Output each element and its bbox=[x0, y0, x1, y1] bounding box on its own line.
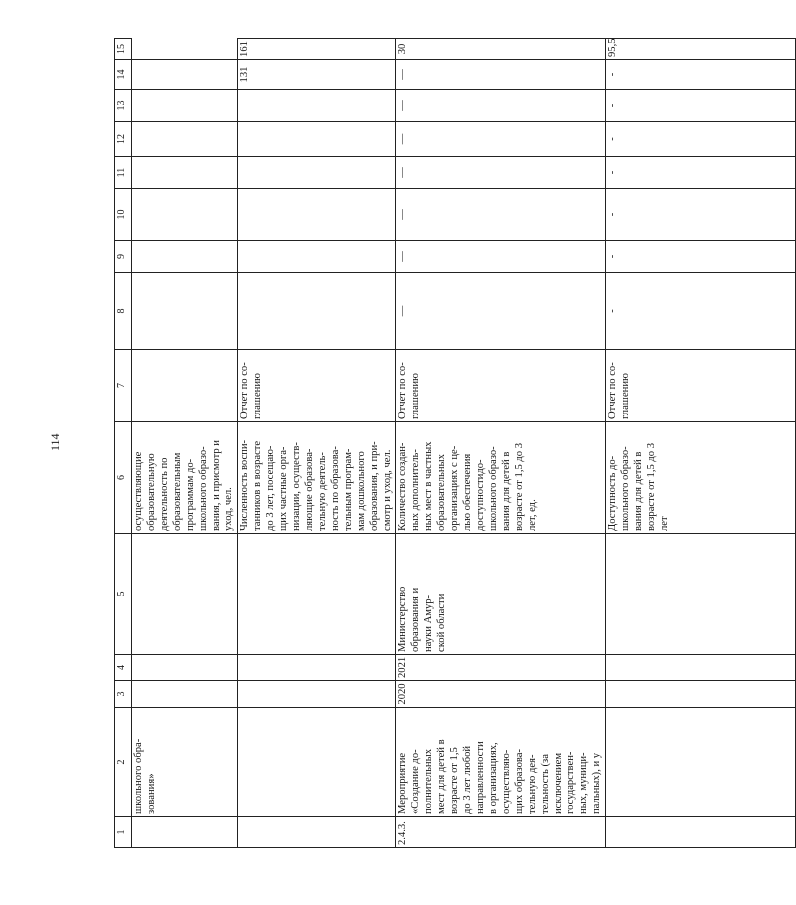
table-cell: 2.4.3. bbox=[396, 817, 606, 848]
table-cell: 131 bbox=[238, 60, 396, 90]
table-cell bbox=[132, 681, 238, 708]
table-cell bbox=[132, 655, 238, 681]
column-header: 12 bbox=[115, 122, 132, 157]
column-header: 2 bbox=[115, 708, 132, 817]
table-cell bbox=[132, 273, 238, 350]
column-header: 6 bbox=[115, 422, 132, 534]
table-cell bbox=[606, 655, 796, 681]
column-header: 10 bbox=[115, 189, 132, 241]
table-cell bbox=[238, 655, 396, 681]
table-cell: - bbox=[606, 241, 796, 273]
table-cell: Численность воспи- танников в возрасте до 3 лет, посещаю- щих частные орга- низации, осуществ- ляющие образова- тельную деятель- ность по образова- тельным програм- мам дошкольного образования, и при- смотр и уход, чел. bbox=[238, 422, 396, 534]
table-cell bbox=[132, 122, 238, 157]
table-cell: - bbox=[606, 189, 796, 241]
table-cell: осуществляющие образовательную деятельность по образовательным программам до- школьного образо- вания, и присмотр и уход, чел. bbox=[132, 422, 238, 534]
table-cell: — bbox=[396, 241, 606, 273]
table-cell: 2020 bbox=[396, 681, 606, 708]
table-cell bbox=[238, 241, 396, 273]
table-cell bbox=[606, 817, 796, 848]
column-number-row bbox=[115, 39, 132, 848]
table-cell bbox=[238, 817, 396, 848]
table-cell bbox=[238, 157, 396, 189]
table-row bbox=[396, 39, 606, 848]
rotated-table-container bbox=[114, 38, 670, 848]
table-cell bbox=[238, 534, 396, 655]
table-cell: Количество создан- ных дополнитель- ных мест в частных образовательных организациях с це- лью обеспечения доступностидо- школьного образо- вания для детей в возрасте от 1,5 до 3 лет, ед. bbox=[396, 422, 606, 534]
table-row bbox=[606, 39, 796, 848]
column-header: 14 bbox=[115, 60, 132, 90]
table-cell bbox=[238, 708, 396, 817]
table-cell: Отчет по со- глашению bbox=[606, 350, 796, 422]
table-cell: — bbox=[396, 189, 606, 241]
table-cell bbox=[132, 157, 238, 189]
data-table bbox=[114, 38, 796, 848]
table-cell: Отчет по со- глашению bbox=[396, 350, 606, 422]
table-cell bbox=[132, 534, 238, 655]
table-cell: — bbox=[396, 90, 606, 122]
table-cell bbox=[238, 681, 396, 708]
table-cell bbox=[606, 708, 796, 817]
table-cell: Доступность до- школьного образо- вания для детей в возрасте от 1,5 до 3 лет bbox=[606, 422, 796, 534]
table-cell: - bbox=[606, 90, 796, 122]
table-cell bbox=[238, 273, 396, 350]
column-header: 11 bbox=[115, 157, 132, 189]
table-cell: — bbox=[396, 122, 606, 157]
table-cell: - bbox=[606, 122, 796, 157]
table-cell: — bbox=[396, 60, 606, 90]
table-cell bbox=[132, 241, 238, 273]
table-cell: — bbox=[396, 273, 606, 350]
table-row bbox=[132, 39, 238, 848]
table-cell bbox=[132, 60, 238, 90]
table-cell: 95,5 bbox=[606, 39, 796, 60]
table-cell: - bbox=[606, 60, 796, 90]
table-cell: школьного обра- зования» bbox=[132, 708, 238, 817]
table-cell bbox=[132, 350, 238, 422]
column-header: 5 bbox=[115, 534, 132, 655]
table-cell bbox=[606, 534, 796, 655]
table-cell: 30 bbox=[396, 39, 606, 60]
table-cell bbox=[132, 817, 238, 848]
column-header: 13 bbox=[115, 90, 132, 122]
table-cell: Мероприятие «Создание до- полнительных мест для детей в возрасте от 1,5 до 3 лет любой направленности в организациях, осуществляю- щих образова- тельную дея- тельность (за исключением государствен- ных, муници- пальных), и у bbox=[396, 708, 606, 817]
page-number: 114 bbox=[48, 433, 62, 451]
column-header: 7 bbox=[115, 350, 132, 422]
table-cell bbox=[132, 90, 238, 122]
table-cell bbox=[238, 122, 396, 157]
column-header: 4 bbox=[115, 655, 132, 681]
table-cell: — bbox=[396, 157, 606, 189]
column-header: 8 bbox=[115, 273, 132, 350]
table-cell: 2021 bbox=[396, 655, 606, 681]
table-row bbox=[238, 39, 396, 848]
table-cell: Отчет по со- глашению bbox=[238, 350, 396, 422]
table-cell bbox=[238, 90, 396, 122]
column-header: 15 bbox=[115, 39, 132, 60]
table-cell bbox=[606, 681, 796, 708]
table-cell: - bbox=[606, 273, 796, 350]
table-cell: - bbox=[606, 157, 796, 189]
column-header: 3 bbox=[115, 681, 132, 708]
table-cell: 161 bbox=[238, 39, 396, 60]
table-cell: Министерство образования и науки Амур- ской области bbox=[396, 534, 606, 655]
table-cell bbox=[132, 189, 238, 241]
column-header: 1 bbox=[115, 817, 132, 848]
table-cell bbox=[238, 189, 396, 241]
column-header: 9 bbox=[115, 241, 132, 273]
